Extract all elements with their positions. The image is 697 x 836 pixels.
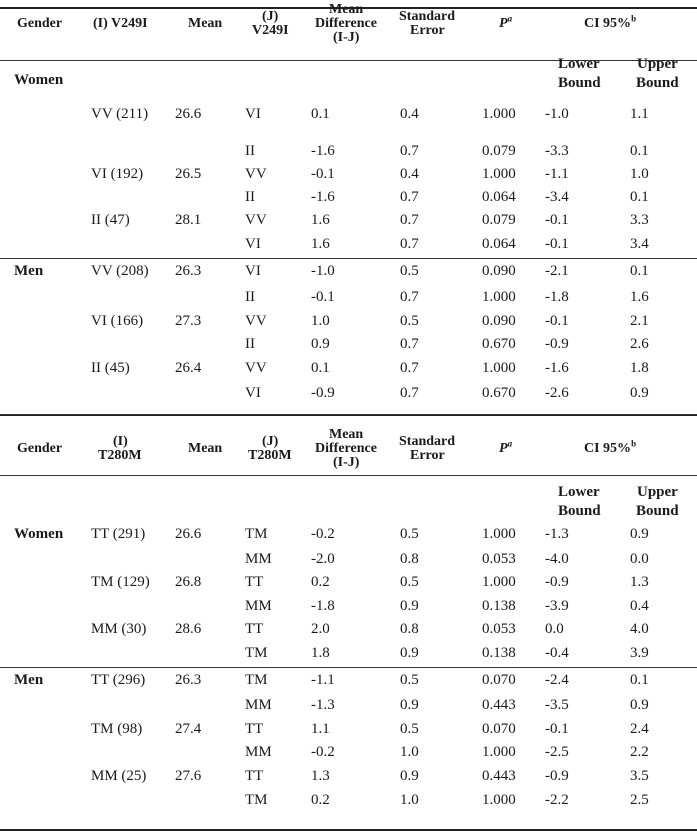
comparison-genotype: VI: [245, 385, 261, 401]
p-value: 1.000: [482, 744, 516, 760]
mean-difference-value: 0.9: [311, 336, 330, 352]
ci-superscript: b: [631, 13, 637, 24]
header-mean-difference-line: Difference: [315, 16, 377, 31]
comparison-genotype: TM: [245, 645, 268, 661]
mean-difference-value: -0.1: [311, 166, 335, 182]
comparison-genotype: VI: [245, 106, 261, 122]
standard-error-value: 1.0: [400, 792, 419, 808]
header-standard-error-line: Error: [410, 23, 445, 38]
upper-bound-value: 0.9: [630, 697, 649, 713]
mean-value: 27.3: [175, 313, 202, 329]
mean-difference-value: 1.3: [311, 768, 330, 784]
lower-bound-value: -3.4: [545, 189, 569, 205]
lower-bound-value: -0.9: [545, 574, 569, 590]
mean-difference-value: -1.6: [311, 143, 335, 159]
mean-value: 26.8: [175, 574, 202, 590]
mean-difference-value: -0.2: [311, 526, 335, 542]
p-value: 0.443: [482, 768, 516, 784]
mean-difference-value: -1.8: [311, 598, 335, 614]
upper-bound-value: 3.5: [630, 768, 649, 784]
p-value: 0.070: [482, 672, 516, 688]
header-mean: Mean: [188, 441, 223, 456]
standard-error-value: 0.9: [400, 768, 419, 784]
lower-bound-value: 0.0: [545, 621, 564, 637]
p-superscript: a: [507, 13, 513, 24]
p-value: 0.070: [482, 721, 516, 737]
mean-difference-value: -1.1: [311, 672, 335, 688]
ci-label: CI 95%: [584, 16, 632, 31]
standard-error-value: 0.4: [400, 106, 419, 122]
standard-error-value: 0.9: [400, 598, 419, 614]
comparison-genotype: MM: [245, 744, 272, 760]
header-i-genotype-line: (I) V249I: [93, 16, 148, 31]
header-mean: Mean: [188, 16, 223, 31]
group-label: TT (291): [91, 526, 146, 542]
standard-error-value: 0.5: [400, 672, 419, 688]
mean-difference-value: -0.1: [311, 289, 335, 305]
header-i-genotype-line: (I): [113, 434, 128, 449]
lower-bound-value: -0.4: [545, 645, 569, 661]
p-value: 0.090: [482, 313, 516, 329]
comparison-genotype: II: [245, 189, 255, 205]
mean-difference-value: 1.6: [311, 236, 330, 252]
header-standard-error-line: Standard: [399, 9, 456, 24]
upper-bound-value: 0.0: [630, 551, 649, 567]
subheader-lower-bound: Bound: [558, 503, 601, 519]
subheader-upper-bound: Upper: [637, 56, 678, 72]
header-gender: Gender: [17, 441, 63, 456]
header-p-value: [499, 438, 513, 456]
p-value: 0.138: [482, 598, 516, 614]
gender-divider: [0, 667, 697, 668]
lower-bound-value: -2.4: [545, 672, 569, 688]
group-label: TT (296): [91, 672, 146, 688]
mean-difference-value: -1.3: [311, 697, 335, 713]
p-value: 0.670: [482, 385, 516, 401]
lower-bound-value: -1.0: [545, 106, 569, 122]
upper-bound-value: 0.1: [630, 263, 649, 279]
gender-label: Women: [14, 72, 64, 88]
p-value: 0.443: [482, 697, 516, 713]
gender-label: Men: [14, 672, 44, 688]
upper-bound-value: 3.3: [630, 212, 649, 228]
upper-bound-value: 0.1: [630, 143, 649, 159]
mean-difference-value: 1.6: [311, 212, 330, 228]
standard-error-value: 0.7: [400, 336, 419, 352]
mean-difference-value: -1.6: [311, 189, 335, 205]
standard-error-value: 1.0: [400, 744, 419, 760]
p-value: 0.053: [482, 621, 516, 637]
upper-bound-value: 1.0: [630, 166, 649, 182]
comparison-genotype: II: [245, 336, 255, 352]
group-label: II (47): [91, 212, 130, 228]
p-superscript: a: [507, 438, 513, 449]
p-value: 0.670: [482, 336, 516, 352]
lower-bound-value: -2.2: [545, 792, 569, 808]
standard-error-value: 0.8: [400, 621, 419, 637]
p-value: 1.000: [482, 106, 516, 122]
comparison-genotype: TT: [245, 721, 264, 737]
p-value: 0.090: [482, 263, 516, 279]
standard-error-value: 0.7: [400, 289, 419, 305]
mean-value: 27.6: [175, 768, 202, 784]
subheader-upper-bound: Upper: [637, 484, 678, 500]
mean-value: 28.1: [175, 212, 202, 228]
p-value: 1.000: [482, 526, 516, 542]
upper-bound-value: 0.1: [630, 672, 649, 688]
lower-bound-value: -1.6: [545, 360, 569, 376]
comparison-genotype: TM: [245, 672, 268, 688]
gender-label: Women: [14, 526, 64, 542]
header-mean-difference-line: Difference: [315, 441, 377, 456]
comparison-genotype: VV: [245, 313, 267, 329]
upper-bound-value: 1.8: [630, 360, 649, 376]
mean-difference-value: -2.0: [311, 551, 335, 567]
standard-error-value: 0.4: [400, 166, 419, 182]
mean-difference-value: 0.1: [311, 360, 330, 376]
subheader-lower-bound: Lower: [558, 56, 600, 72]
comparison-genotype: TT: [245, 621, 264, 637]
lower-bound-value: -0.1: [545, 721, 569, 737]
header-mean-difference-line: Mean: [329, 427, 364, 442]
standard-error-value: 0.5: [400, 574, 419, 590]
lower-bound-value: -1.8: [545, 289, 569, 305]
standard-error-value: 0.7: [400, 360, 419, 376]
mean-value: 28.6: [175, 621, 202, 637]
lower-bound-value: -0.1: [545, 212, 569, 228]
upper-bound-value: 2.5: [630, 792, 649, 808]
mean-difference-value: 2.0: [311, 621, 330, 637]
subheader-upper-bound: Bound: [636, 75, 679, 91]
upper-bound-value: 2.2: [630, 744, 649, 760]
header-j-genotype-line: T280M: [248, 448, 292, 463]
mean-difference-value: 0.2: [311, 574, 330, 590]
upper-bound-value: 0.9: [630, 526, 649, 542]
comparison-genotype: II: [245, 143, 255, 159]
comparison-genotype: MM: [245, 697, 272, 713]
standard-error-value: 0.7: [400, 212, 419, 228]
p-value: 0.064: [482, 236, 516, 252]
lower-bound-value: -4.0: [545, 551, 569, 567]
ci-superscript: b: [631, 438, 637, 449]
mean-value: 26.6: [175, 106, 202, 122]
mean-value: 26.3: [175, 672, 202, 688]
mean-value: 26.3: [175, 263, 202, 279]
lower-bound-value: -3.9: [545, 598, 569, 614]
standard-error-value: 0.7: [400, 143, 419, 159]
p-value: 1.000: [482, 792, 516, 808]
p-value: 1.000: [482, 166, 516, 182]
comparison-genotype: VV: [245, 360, 267, 376]
section-divider: [0, 414, 697, 415]
group-label: II (45): [91, 360, 130, 376]
p-value: 0.079: [482, 143, 516, 159]
comparison-genotype: VV: [245, 212, 267, 228]
p-value: 0.079: [482, 212, 516, 228]
p-label: P: [499, 441, 508, 456]
lower-bound-value: -0.9: [545, 336, 569, 352]
group-label: VV (211): [91, 106, 149, 122]
p-value: 0.138: [482, 645, 516, 661]
upper-bound-value: 2.6: [630, 336, 649, 352]
mean-difference-value: -1.0: [311, 263, 335, 279]
upper-bound-value: 0.9: [630, 385, 649, 401]
p-value: 1.000: [482, 289, 516, 305]
bottom-rule: [0, 829, 697, 831]
header-mean-difference-line: (I-J): [333, 455, 360, 470]
comparison-genotype: MM: [245, 551, 272, 567]
p-label: P: [499, 16, 508, 31]
lower-bound-value: -3.3: [545, 143, 569, 159]
header-gender: Gender: [17, 16, 63, 31]
lower-bound-value: -3.5: [545, 697, 569, 713]
header-standard-error-line: Standard: [399, 434, 456, 449]
header-rule: [0, 475, 697, 476]
lower-bound-value: -2.1: [545, 263, 569, 279]
upper-bound-value: 1.6: [630, 289, 649, 305]
standard-error-value: 0.5: [400, 721, 419, 737]
mean-value: 26.4: [175, 360, 202, 376]
mean-difference-value: -0.9: [311, 385, 335, 401]
group-label: VV (208): [91, 263, 149, 279]
upper-bound-value: 1.3: [630, 574, 649, 590]
comparison-genotype: MM: [245, 598, 272, 614]
standard-error-value: 0.7: [400, 189, 419, 205]
comparison-genotype: TT: [245, 768, 264, 784]
header-j-genotype-line: (J): [262, 434, 279, 449]
header-ci: [584, 438, 637, 456]
group-label: VI (166): [91, 313, 144, 329]
lower-bound-value: -1.1: [545, 166, 569, 182]
lower-bound-value: -0.1: [545, 236, 569, 252]
p-value: 0.064: [482, 189, 516, 205]
header-j-genotype-line: (J): [262, 9, 279, 24]
group-label: MM (30): [91, 621, 147, 637]
upper-bound-value: 2.1: [630, 313, 649, 329]
gender-divider: [0, 258, 697, 259]
mean-difference-value: 1.0: [311, 313, 330, 329]
header-mean-difference-line: Mean: [329, 2, 364, 17]
upper-bound-value: 1.1: [630, 106, 649, 122]
mean-value: 27.4: [175, 721, 202, 737]
lower-bound-value: -1.3: [545, 526, 569, 542]
upper-bound-value: 4.0: [630, 621, 649, 637]
header-p-value: [499, 13, 513, 31]
upper-bound-value: 3.4: [630, 236, 649, 252]
standard-error-value: 0.5: [400, 526, 419, 542]
standard-error-value: 0.7: [400, 385, 419, 401]
comparison-genotype: VV: [245, 166, 267, 182]
comparison-genotype: TT: [245, 574, 264, 590]
standard-error-value: 0.8: [400, 551, 419, 567]
header-i-genotype-line: T280M: [98, 448, 142, 463]
mean-value: 26.5: [175, 166, 202, 182]
mean-difference-value: 1.1: [311, 721, 330, 737]
standard-error-value: 0.7: [400, 236, 419, 252]
subheader-lower-bound: Bound: [558, 75, 601, 91]
header-standard-error-line: Error: [410, 448, 445, 463]
comparison-genotype: VI: [245, 236, 261, 252]
lower-bound-value: -2.5: [545, 744, 569, 760]
group-label: VI (192): [91, 166, 144, 182]
mean-difference-value: 0.2: [311, 792, 330, 808]
comparison-genotype: TM: [245, 792, 268, 808]
header-j-genotype-line: V249I: [252, 23, 289, 38]
header-mean-difference-line: (I-J): [333, 30, 360, 45]
mean-difference-value: 0.1: [311, 106, 330, 122]
subheader-lower-bound: Lower: [558, 484, 600, 500]
mean-value: 26.6: [175, 526, 202, 542]
mean-difference-value: 1.8: [311, 645, 330, 661]
lower-bound-value: -0.9: [545, 768, 569, 784]
standard-error-value: 0.5: [400, 313, 419, 329]
group-label: MM (25): [91, 768, 147, 784]
upper-bound-value: 3.9: [630, 645, 649, 661]
standard-error-value: 0.9: [400, 697, 419, 713]
comparison-genotype: TM: [245, 526, 268, 542]
upper-bound-value: 2.4: [630, 721, 649, 737]
standard-error-value: 0.9: [400, 645, 419, 661]
p-value: 1.000: [482, 574, 516, 590]
upper-bound-value: 0.1: [630, 189, 649, 205]
subheader-upper-bound: Bound: [636, 503, 679, 519]
ci-label: CI 95%: [584, 441, 632, 456]
group-label: TM (98): [91, 721, 143, 737]
gender-label: Men: [14, 263, 44, 279]
comparison-genotype: VI: [245, 263, 261, 279]
upper-bound-value: 0.4: [630, 598, 649, 614]
p-value: 0.053: [482, 551, 516, 567]
header-ci: [584, 13, 637, 31]
group-label: TM (129): [91, 574, 150, 590]
mean-difference-value: -0.2: [311, 744, 335, 760]
p-value: 1.000: [482, 360, 516, 376]
lower-bound-value: -0.1: [545, 313, 569, 329]
standard-error-value: 0.5: [400, 263, 419, 279]
comparison-genotype: II: [245, 289, 255, 305]
lower-bound-value: -2.6: [545, 385, 569, 401]
